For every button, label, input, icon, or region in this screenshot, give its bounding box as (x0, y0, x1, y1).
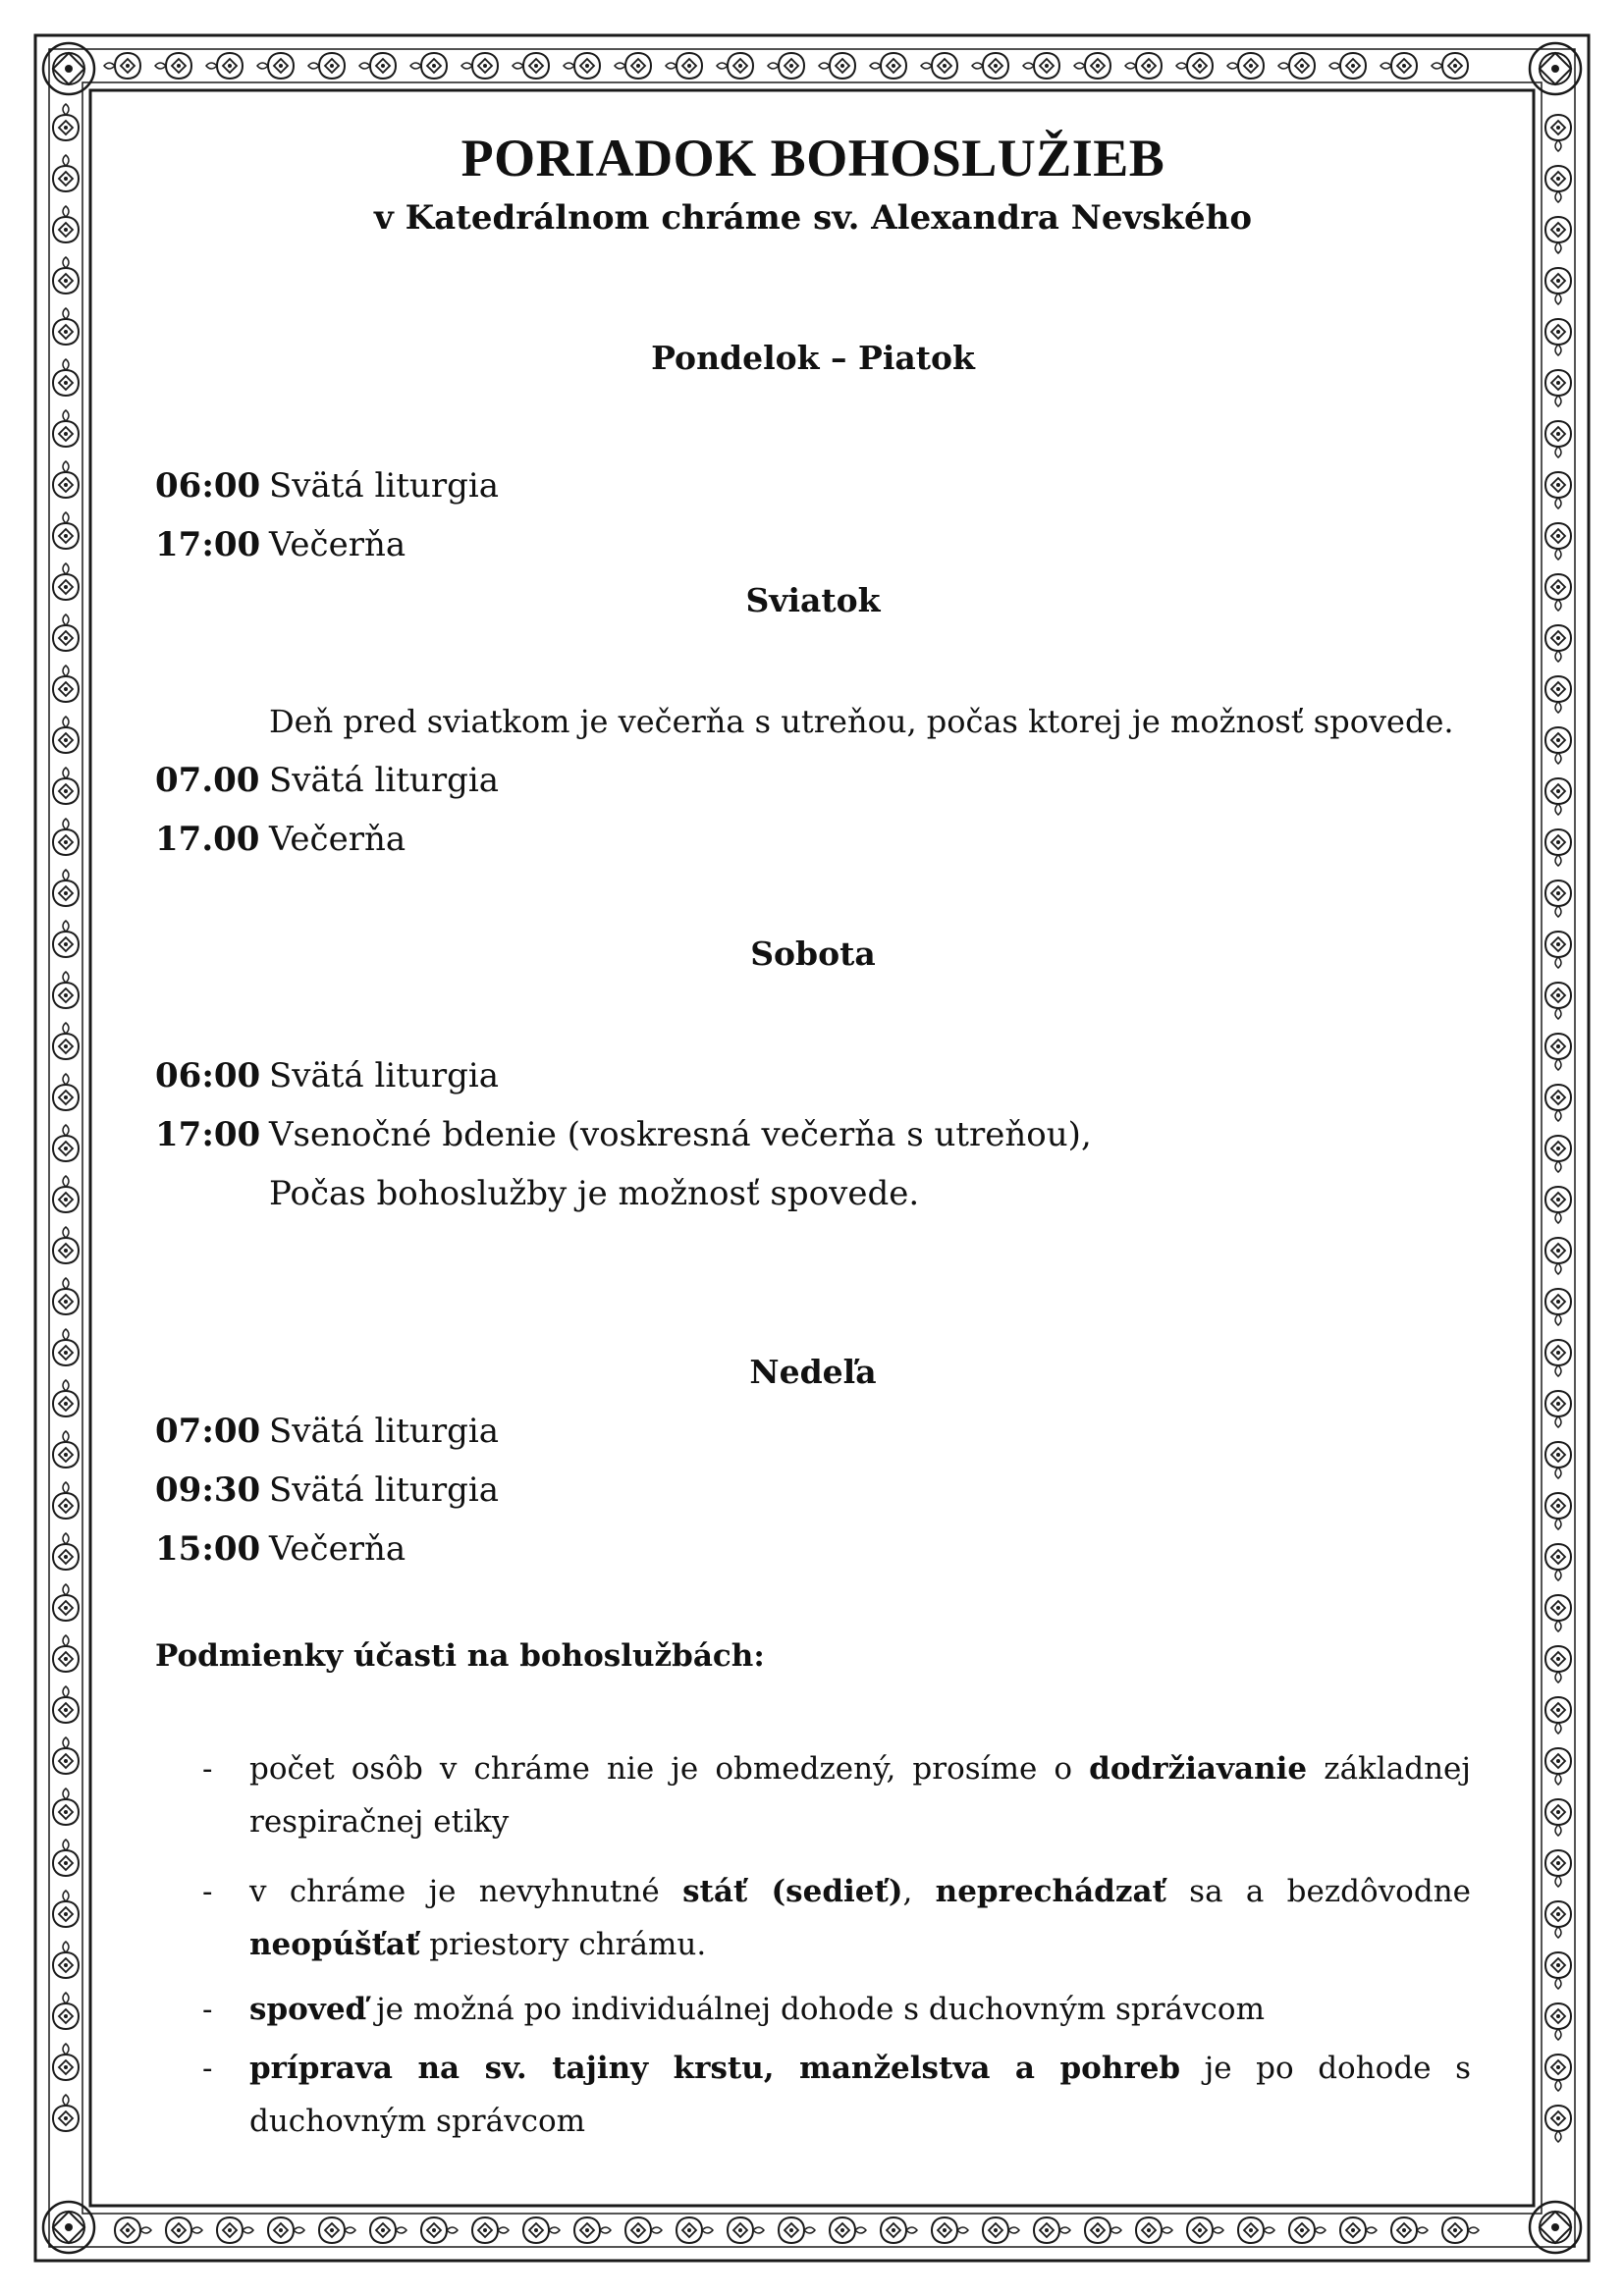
border-ornament (972, 53, 1008, 79)
border-ornament (1545, 1493, 1571, 1529)
border-ornament (1340, 2217, 1377, 2243)
page-title: PORIADOK BOHOSLUŽIEB (460, 129, 1165, 187)
service-name: Svätá liturgia (269, 1470, 499, 1510)
border-ornament (1545, 829, 1571, 866)
border-ornament (53, 410, 79, 447)
service-time: 06:00 (155, 466, 261, 506)
border-ornament (1545, 166, 1571, 202)
page-subtitle: v Katedrálnom chráme sv. Alexandra Nevského (373, 198, 1252, 238)
border-ornament (104, 53, 140, 79)
border-ornament (1545, 1595, 1571, 1631)
condition-text: spoveď je možná po individuálnej dohode s duchovným správcom (249, 1992, 1265, 2027)
border-ornament (53, 1635, 79, 1672)
border-ornament (1545, 421, 1571, 457)
border-ornament (1545, 625, 1571, 662)
border-ornament (1545, 778, 1571, 815)
border-ornament (625, 2217, 662, 2243)
border-ornament (1545, 1238, 1571, 1274)
schedule-row (155, 1468, 1471, 1513)
border-ornament (53, 1125, 79, 1161)
border-ornament (1074, 53, 1110, 79)
border-ornament (1545, 319, 1571, 355)
condition-text: počet osôb v chráme nie je obmedzený, prosíme o dodržiavanie základnej respiračnej etiky (249, 1751, 1471, 1840)
border-ornament (53, 1227, 79, 1263)
condition-item (202, 2042, 1471, 2148)
border-ornament (564, 53, 600, 79)
border-ornament (1545, 1340, 1571, 1376)
service-time: 07:00 (155, 1412, 261, 1451)
service-time: 09:30 (155, 1470, 261, 1510)
border-ornament (472, 2217, 509, 2243)
border-ornament (155, 53, 191, 79)
border-ornament (53, 1278, 79, 1314)
border-ornament (1545, 2003, 1571, 2040)
border-ornament (53, 819, 79, 855)
border-ornament (53, 768, 79, 804)
border-ornament (1289, 2217, 1326, 2243)
service-time: 06:00 (155, 1056, 261, 1095)
border-ornament (1391, 2217, 1428, 2243)
border-ornament (1545, 1799, 1571, 1836)
border-ornament (574, 2217, 611, 2243)
border-ornament (1545, 268, 1571, 304)
border-ornament (1545, 1391, 1571, 1427)
border-ornament (53, 972, 79, 1008)
section-heading-saturday: Sobota (750, 934, 876, 973)
border-ornament (1545, 2055, 1571, 2091)
border-ornament (881, 2217, 917, 2243)
border-ornament (53, 155, 79, 191)
bullet-dash: - (202, 1992, 213, 2027)
border-ornament (1545, 523, 1571, 560)
border-ornament (768, 53, 804, 79)
border-ornament (421, 2217, 458, 2243)
bullet-dash: - (202, 2051, 213, 2086)
border-ornament (53, 104, 79, 140)
border-ornament (1545, 1901, 1571, 1938)
border-ornament (53, 512, 79, 549)
schedule-row (155, 1409, 1471, 1454)
border-ornament (870, 53, 906, 79)
border-ornament (1545, 932, 1571, 968)
border-ornament (1545, 574, 1571, 611)
service-time: 17:00 (155, 1115, 261, 1154)
conditions-title: Podmienky účasti na bohoslužbách: (155, 1638, 765, 1674)
border-ornament (1125, 53, 1162, 79)
section-heading-sunday: Nedeľa (749, 1353, 877, 1391)
border-ornament (53, 2095, 79, 2131)
border-ornament (1545, 1442, 1571, 1478)
condition-item (202, 1742, 1471, 1848)
border-ornament (53, 1993, 79, 2029)
border-ornament (53, 308, 79, 345)
border-ornament (513, 53, 549, 79)
border-ornament (666, 53, 702, 79)
border-ornament (166, 2217, 202, 2243)
border-ornament (1545, 1187, 1571, 1223)
service-time: 17:00 (155, 525, 261, 564)
border-ornament (1136, 2217, 1172, 2243)
border-ornament (523, 2217, 560, 2243)
border-ornament (359, 53, 396, 79)
border-ornament (53, 870, 79, 906)
border-ornament (53, 1074, 79, 1110)
saturday-note: Počas bohoslužby je možnosť spovede. (269, 1174, 920, 1213)
border-ornament (921, 53, 957, 79)
service-time: 17.00 (155, 820, 260, 859)
border-ornament (1545, 2106, 1571, 2142)
service-time: 15:00 (155, 1529, 261, 1569)
border-ornament (1545, 472, 1571, 508)
border-ornament (1545, 1544, 1571, 1580)
border-ornament (1545, 1034, 1571, 1070)
border-ornament (53, 1482, 79, 1519)
border-ornament (53, 614, 79, 651)
border-ornament (1176, 53, 1213, 79)
schedule-row (155, 1112, 1471, 1157)
border-ornament (1380, 53, 1417, 79)
border-ornament (53, 921, 79, 957)
border-ornament (1023, 53, 1059, 79)
border-ornament (1545, 1136, 1571, 1172)
border-ornament (1545, 217, 1571, 253)
border-ornament (53, 1942, 79, 1978)
border-ornament (1545, 1085, 1571, 1121)
border-ornament (53, 1176, 79, 1212)
border-ornament (1034, 2217, 1070, 2243)
border-ornament (53, 1789, 79, 1825)
border-ornament (206, 53, 243, 79)
border-ornament (53, 461, 79, 498)
border-ornament (1545, 1289, 1571, 1325)
border-ornament (717, 53, 753, 79)
border-ornament (1187, 2217, 1223, 2243)
border-ornament (1545, 727, 1571, 764)
section-heading-weekdays: Pondelok – Piatok (651, 339, 975, 377)
border-ornament (53, 666, 79, 702)
border-ornament (1545, 983, 1571, 1019)
border-ornament (53, 359, 79, 396)
border-ornament (53, 1686, 79, 1723)
border-ornament (819, 53, 855, 79)
service-name: Svätá liturgia (269, 1056, 499, 1095)
border-ornament (217, 2217, 253, 2243)
border-ornament (1545, 115, 1571, 151)
service-name: Svätá liturgia (269, 466, 499, 506)
border-ornament (1329, 53, 1366, 79)
schedule-row (155, 817, 1471, 862)
border-ornament (1545, 881, 1571, 917)
condition-text: príprava na sv. tajiny krstu, manželstva a pohreb je po dohode s duchovným správcom (249, 2051, 1471, 2139)
border-ornament (53, 1737, 79, 1774)
border-ornament (53, 2044, 79, 2080)
condition-item (202, 1865, 1471, 1971)
border-ornament (319, 2217, 355, 2243)
border-ornament (308, 53, 345, 79)
border-ornament (728, 2217, 764, 2243)
border-ornament (1278, 53, 1315, 79)
border-ornament (779, 2217, 815, 2243)
bullet-dash: - (202, 1874, 213, 1909)
border-ornament (53, 257, 79, 294)
border-ornament (1545, 676, 1571, 713)
border-ornament (53, 1533, 79, 1570)
service-name: Večerňa (269, 1529, 406, 1569)
border-ornament (53, 563, 79, 600)
schedule-row (155, 1526, 1471, 1572)
border-ornament (53, 1891, 79, 1927)
border-ornament (1545, 1952, 1571, 1989)
border-ornament (677, 2217, 713, 2243)
border-ornament (1545, 370, 1571, 406)
border-ornament (53, 1380, 79, 1416)
border-ornament (1442, 2217, 1479, 2243)
border-ornament (1227, 53, 1264, 79)
border-ornament (1432, 53, 1468, 79)
section-heading-holiday: Sviatok (745, 581, 881, 619)
border-ornament (268, 2217, 304, 2243)
border-ornament (53, 1329, 79, 1365)
condition-text: v chráme je nevyhnutné stáť (sedieť), neprechádzať sa a bezdôvodne neopúšťať priestory chrámu. (249, 1874, 1472, 1962)
border-ornament (53, 717, 79, 753)
schedule-row (155, 1053, 1471, 1098)
border-ornament (370, 2217, 406, 2243)
service-time: 07.00 (155, 761, 260, 800)
border-ornament (983, 2217, 1019, 2243)
border-ornament (615, 53, 651, 79)
border-ornament (53, 1431, 79, 1468)
border-ornament (932, 2217, 968, 2243)
service-name: Večerňa (269, 525, 406, 564)
border-ornament (1545, 1748, 1571, 1785)
border-ornament (1545, 1646, 1571, 1682)
border-ornament (1085, 2217, 1121, 2243)
border-ornament (1545, 1697, 1571, 1734)
border-ornament (1238, 2217, 1274, 2243)
holiday-note: Deň pred sviatkom je večerňa s utreňou, počas ktorej je možnosť spovede. (269, 703, 1454, 740)
schedule-row (155, 463, 1471, 508)
border-ornament (410, 53, 447, 79)
service-name: Večerňa (269, 820, 406, 859)
border-ornament (1545, 1850, 1571, 1887)
border-ornament (461, 53, 498, 79)
schedule-row (155, 758, 1471, 803)
service-name: Svätá liturgia (269, 761, 499, 800)
schedule-row (155, 522, 1471, 567)
condition-item (202, 1983, 1471, 2036)
border-ornament (53, 206, 79, 242)
service-name: Vsenočné bdenie (voskresná večerňa s utreňou), (269, 1115, 1092, 1154)
border-ornament (53, 1584, 79, 1621)
border-ornament (830, 2217, 866, 2243)
service-name: Svätá liturgia (269, 1412, 499, 1451)
border-ornament (53, 1023, 79, 1059)
bullet-dash: - (202, 1751, 213, 1787)
border-ornament (257, 53, 294, 79)
border-ornament (115, 2217, 151, 2243)
border-ornament (53, 1840, 79, 1876)
